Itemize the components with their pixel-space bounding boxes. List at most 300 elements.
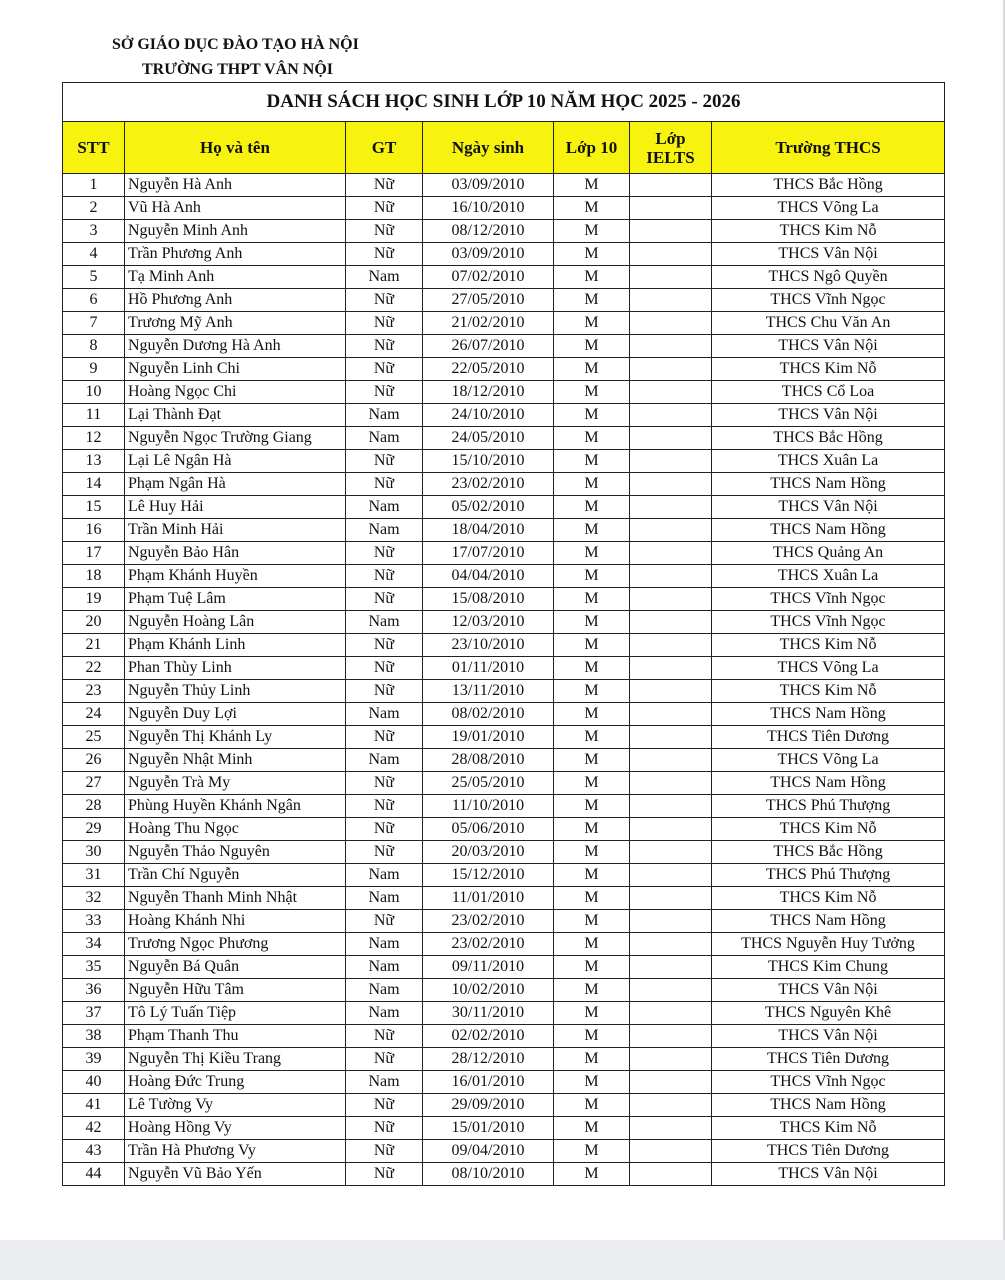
cell-ielts [630,427,712,450]
cell-school: THCS Nam Hồng [712,703,945,726]
cell-dob: 28/12/2010 [423,1048,554,1071]
cell-dob: 02/02/2010 [423,1025,554,1048]
cell-gender: Nam [346,1002,423,1025]
document-title: DANH SÁCH HỌC SINH LỚP 10 NĂM HỌC 2025 - 2026 [63,83,945,122]
cell-gender: Nữ [346,174,423,197]
cell-ielts [630,726,712,749]
table-row [63,1163,945,1186]
school-name: TRƯỜNG THPT VÂN NỘI [142,61,333,78]
cell-ielts [630,381,712,404]
cell-class10: M [554,795,630,818]
cell-stt: 32 [63,887,125,910]
cell-dob: 25/05/2010 [423,772,554,795]
cell-school: THCS Vân Nội [712,1163,945,1186]
cell-ielts [630,588,712,611]
cell-school: THCS Vĩnh Ngọc [712,1071,945,1094]
cell-stt: 31 [63,864,125,887]
cell-stt: 8 [63,335,125,358]
cell-stt: 16 [63,519,125,542]
cell-gender: Nữ [346,542,423,565]
cell-school: THCS Vân Nội [712,496,945,519]
cell-ielts [630,841,712,864]
cell-class10: M [554,197,630,220]
cell-dob: 03/09/2010 [423,243,554,266]
cell-name: Phạm Khánh Huyền [125,565,346,588]
cell-school: THCS Vĩnh Ngọc [712,611,945,634]
cell-stt: 2 [63,197,125,220]
cell-gender: Nam [346,703,423,726]
cell-class10: M [554,565,630,588]
cell-gender: Nữ [346,565,423,588]
cell-gender: Nữ [346,220,423,243]
cell-ielts [630,864,712,887]
cell-school: THCS Vân Nội [712,243,945,266]
cell-dob: 22/05/2010 [423,358,554,381]
cell-gender: Nữ [346,841,423,864]
cell-name: Phan Thùy Linh [125,657,346,680]
cell-name: Trần Chí Nguyễn [125,864,346,887]
cell-school: THCS Vân Nội [712,979,945,1002]
cell-stt: 26 [63,749,125,772]
cell-gender: Nam [346,864,423,887]
cell-stt: 34 [63,933,125,956]
cell-dob: 16/10/2010 [423,197,554,220]
cell-ielts [630,1163,712,1186]
cell-ielts [630,1025,712,1048]
cell-school: THCS Kim Nỗ [712,680,945,703]
table-row [63,381,945,404]
cell-dob: 03/09/2010 [423,174,554,197]
cell-ielts [630,979,712,1002]
cell-gender: Nam [346,266,423,289]
cell-gender: Nữ [346,657,423,680]
cell-stt: 23 [63,680,125,703]
cell-class10: M [554,335,630,358]
cell-class10: M [554,266,630,289]
cell-ielts [630,703,712,726]
cell-class10: M [554,358,630,381]
cell-dob: 19/01/2010 [423,726,554,749]
cell-school: THCS Bắc Hồng [712,427,945,450]
cell-stt: 14 [63,473,125,496]
table-row [63,358,945,381]
cell-gender: Nam [346,404,423,427]
cell-name: Phạm Thanh Thu [125,1025,346,1048]
cell-school: THCS Kim Nỗ [712,220,945,243]
cell-ielts [630,1117,712,1140]
cell-gender: Nữ [346,726,423,749]
cell-dob: 13/11/2010 [423,680,554,703]
cell-ielts [630,335,712,358]
cell-gender: Nữ [346,1140,423,1163]
cell-school: THCS Vân Nội [712,1025,945,1048]
cell-gender: Nam [346,1071,423,1094]
cell-dob: 08/02/2010 [423,703,554,726]
cell-stt: 9 [63,358,125,381]
table-row [63,841,945,864]
cell-gender: Nữ [346,1094,423,1117]
cell-school: THCS Nam Hồng [712,1094,945,1117]
cell-ielts [630,680,712,703]
cell-ielts [630,634,712,657]
table-row [63,864,945,887]
header-row [63,122,945,174]
cell-class10: M [554,1140,630,1163]
table-row [63,657,945,680]
cell-dob: 11/01/2010 [423,887,554,910]
cell-gender: Nam [346,611,423,634]
cell-class10: M [554,289,630,312]
cell-stt: 37 [63,1002,125,1025]
cell-gender: Nữ [346,243,423,266]
table-row [63,749,945,772]
department-name: SỞ GIÁO DỤC ĐÀO TẠO HÀ NỘI [112,36,359,53]
table-row [63,565,945,588]
cell-dob: 08/10/2010 [423,1163,554,1186]
cell-gender: Nam [346,887,423,910]
cell-ielts [630,542,712,565]
cell-class10: M [554,841,630,864]
table-row [63,1140,945,1163]
table-row [63,289,945,312]
cell-class10: M [554,1048,630,1071]
table-row [63,910,945,933]
cell-gender: Nữ [346,450,423,473]
cell-ielts [630,496,712,519]
cell-gender: Nữ [346,1048,423,1071]
cell-school: THCS Xuân La [712,450,945,473]
cell-name: Nguyễn Linh Chi [125,358,346,381]
cell-dob: 18/04/2010 [423,519,554,542]
cell-ielts [630,312,712,335]
cell-class10: M [554,864,630,887]
table-row [63,726,945,749]
cell-ielts [630,404,712,427]
cell-stt: 40 [63,1071,125,1094]
cell-school: THCS Nam Hồng [712,519,945,542]
cell-school: THCS Tiên Dương [712,1048,945,1071]
cell-dob: 09/04/2010 [423,1140,554,1163]
cell-class10: M [554,979,630,1002]
col-header-dob: Ngày sinh [423,122,554,174]
table-row [63,703,945,726]
cell-class10: M [554,496,630,519]
table-row [63,1002,945,1025]
cell-name: Nguyễn Thị Khánh Ly [125,726,346,749]
cell-school: THCS Nguyên Khê [712,1002,945,1025]
cell-stt: 42 [63,1117,125,1140]
cell-school: THCS Võng La [712,657,945,680]
table-row [63,450,945,473]
cell-gender: Nam [346,956,423,979]
table-row [63,220,945,243]
cell-school: THCS Ngô Quyền [712,266,945,289]
cell-ielts [630,243,712,266]
cell-name: Nguyễn Dương Hà Anh [125,335,346,358]
cell-school: THCS Vân Nội [712,404,945,427]
table-row [63,1117,945,1140]
cell-dob: 11/10/2010 [423,795,554,818]
table-row [63,243,945,266]
cell-school: THCS Kim Nỗ [712,358,945,381]
cell-stt: 27 [63,772,125,795]
cell-gender: Nam [346,496,423,519]
cell-school: THCS Phú Thượng [712,864,945,887]
cell-dob: 10/02/2010 [423,979,554,1002]
cell-name: Lại Lê Ngân Hà [125,450,346,473]
table-row [63,404,945,427]
cell-class10: M [554,542,630,565]
cell-class10: M [554,519,630,542]
cell-class10: M [554,887,630,910]
cell-name: Nguyễn Minh Anh [125,220,346,243]
table-row [63,1071,945,1094]
cell-name: Nguyễn Thị Kiều Trang [125,1048,346,1071]
cell-name: Trần Minh Hải [125,519,346,542]
cell-dob: 01/11/2010 [423,657,554,680]
cell-gender: Nữ [346,381,423,404]
cell-name: Hoàng Ngọc Chi [125,381,346,404]
cell-class10: M [554,450,630,473]
cell-school: THCS Cổ Loa [712,381,945,404]
cell-stt: 25 [63,726,125,749]
cell-ielts [630,657,712,680]
cell-name: Phạm Tuệ Lâm [125,588,346,611]
cell-school: THCS Kim Nỗ [712,887,945,910]
cell-ielts [630,956,712,979]
cell-school: THCS Bắc Hồng [712,174,945,197]
cell-dob: 08/12/2010 [423,220,554,243]
cell-gender: Nữ [346,772,423,795]
table-row [63,818,945,841]
cell-name: Hoàng Thu Ngọc [125,818,346,841]
cell-dob: 18/12/2010 [423,381,554,404]
table-row [63,266,945,289]
table-row [63,956,945,979]
cell-ielts [630,197,712,220]
cell-ielts [630,1140,712,1163]
cell-class10: M [554,933,630,956]
col-header-school: Trường THCS [712,122,945,174]
cell-ielts [630,220,712,243]
cell-name: Lại Thành Đạt [125,404,346,427]
cell-dob: 27/05/2010 [423,289,554,312]
cell-dob: 21/02/2010 [423,312,554,335]
cell-class10: M [554,910,630,933]
cell-class10: M [554,427,630,450]
cell-class10: M [554,703,630,726]
cell-gender: Nữ [346,1117,423,1140]
cell-class10: M [554,473,630,496]
cell-name: Nguyễn Thủy Linh [125,680,346,703]
cell-dob: 09/11/2010 [423,956,554,979]
cell-school: THCS Vân Nội [712,335,945,358]
cell-gender: Nữ [346,795,423,818]
cell-stt: 17 [63,542,125,565]
cell-dob: 12/03/2010 [423,611,554,634]
cell-ielts [630,910,712,933]
cell-name: Trần Hà Phương Vy [125,1140,346,1163]
cell-stt: 44 [63,1163,125,1186]
cell-name: Nguyễn Vũ Bảo Yến [125,1163,346,1186]
cell-name: Nguyễn Thanh Minh Nhật [125,887,346,910]
cell-ielts [630,473,712,496]
col-header-ielts: Lớp IELTS [630,122,712,174]
cell-dob: 28/08/2010 [423,749,554,772]
cell-school: THCS Nam Hồng [712,772,945,795]
cell-gender: Nữ [346,289,423,312]
cell-class10: M [554,611,630,634]
cell-stt: 19 [63,588,125,611]
cell-gender: Nữ [346,588,423,611]
table-row [63,427,945,450]
cell-class10: M [554,772,630,795]
cell-ielts [630,1071,712,1094]
cell-dob: 15/01/2010 [423,1117,554,1140]
cell-school: THCS Kim Nỗ [712,818,945,841]
cell-stt: 3 [63,220,125,243]
cell-class10: M [554,404,630,427]
cell-stt: 43 [63,1140,125,1163]
cell-class10: M [554,381,630,404]
cell-name: Phùng Huyền Khánh Ngân [125,795,346,818]
student-list-table [62,82,945,1186]
cell-dob: 26/07/2010 [423,335,554,358]
table-row [63,335,945,358]
cell-stt: 7 [63,312,125,335]
cell-name: Phạm Khánh Linh [125,634,346,657]
cell-gender: Nữ [346,910,423,933]
cell-name: Nguyễn Trà My [125,772,346,795]
cell-school: THCS Võng La [712,749,945,772]
cell-class10: M [554,243,630,266]
cell-name: Trần Phương Anh [125,243,346,266]
cell-gender: Nam [346,933,423,956]
cell-name: Lê Tường Vy [125,1094,346,1117]
cell-school: THCS Phú Thượng [712,795,945,818]
cell-name: Nguyễn Hà Anh [125,174,346,197]
cell-school: THCS Vĩnh Ngọc [712,289,945,312]
cell-ielts [630,1094,712,1117]
cell-class10: M [554,634,630,657]
table-row [63,197,945,220]
cell-stt: 30 [63,841,125,864]
cell-school: THCS Nguyễn Huy Tưởng [712,933,945,956]
cell-dob: 07/02/2010 [423,266,554,289]
cell-name: Nguyễn Bảo Hân [125,542,346,565]
cell-stt: 29 [63,818,125,841]
cell-class10: M [554,1117,630,1140]
cell-gender: Nữ [346,335,423,358]
cell-school: THCS Kim Nỗ [712,634,945,657]
cell-name: Nguyễn Nhật Minh [125,749,346,772]
cell-gender: Nữ [346,312,423,335]
cell-ielts [630,772,712,795]
cell-stt: 15 [63,496,125,519]
cell-school: THCS Kim Chung [712,956,945,979]
cell-gender: Nữ [346,818,423,841]
cell-dob: 15/08/2010 [423,588,554,611]
cell-ielts [630,519,712,542]
cell-stt: 4 [63,243,125,266]
cell-stt: 41 [63,1094,125,1117]
title-row [63,83,945,122]
table-row [63,887,945,910]
cell-class10: M [554,1071,630,1094]
cell-class10: M [554,220,630,243]
cell-class10: M [554,1163,630,1186]
table-row [63,680,945,703]
cell-stt: 10 [63,381,125,404]
cell-dob: 30/11/2010 [423,1002,554,1025]
cell-dob: 15/10/2010 [423,450,554,473]
table-row [63,174,945,197]
cell-name: Tạ Minh Anh [125,266,346,289]
table-row [63,496,945,519]
cell-name: Hồ Phương Anh [125,289,346,312]
cell-dob: 24/05/2010 [423,427,554,450]
cell-dob: 04/04/2010 [423,565,554,588]
cell-class10: M [554,1002,630,1025]
cell-stt: 13 [63,450,125,473]
cell-name: Trương Mỹ Anh [125,312,346,335]
cell-ielts [630,749,712,772]
cell-class10: M [554,680,630,703]
cell-class10: M [554,588,630,611]
cell-gender: Nam [346,519,423,542]
cell-name: Nguyễn Ngọc Trường Giang [125,427,346,450]
cell-school: THCS Bắc Hồng [712,841,945,864]
cell-gender: Nữ [346,358,423,381]
cell-school: THCS Chu Văn An [712,312,945,335]
cell-ielts [630,887,712,910]
cell-name: Lê Huy Hải [125,496,346,519]
cell-name: Hoàng Hồng Vy [125,1117,346,1140]
cell-stt: 20 [63,611,125,634]
cell-ielts [630,266,712,289]
cell-class10: M [554,312,630,335]
cell-ielts [630,174,712,197]
cell-stt: 35 [63,956,125,979]
cell-name: Vũ Hà Anh [125,197,346,220]
cell-stt: 1 [63,174,125,197]
cell-dob: 23/02/2010 [423,473,554,496]
cell-class10: M [554,726,630,749]
table-row [63,312,945,335]
table-row [63,611,945,634]
cell-stt: 21 [63,634,125,657]
cell-school: THCS Quảng An [712,542,945,565]
cell-name: Nguyễn Hữu Tâm [125,979,346,1002]
cell-gender: Nữ [346,197,423,220]
cell-class10: M [554,174,630,197]
cell-stt: 38 [63,1025,125,1048]
cell-class10: M [554,657,630,680]
table-row [63,979,945,1002]
table-row [63,588,945,611]
cell-gender: Nữ [346,680,423,703]
cell-stt: 22 [63,657,125,680]
cell-stt: 6 [63,289,125,312]
cell-name: Nguyễn Hoàng Lân [125,611,346,634]
cell-school: THCS Nam Hồng [712,910,945,933]
cell-stt: 11 [63,404,125,427]
cell-dob: 29/09/2010 [423,1094,554,1117]
table-row [63,795,945,818]
cell-school: THCS Tiên Dương [712,726,945,749]
table-row [63,519,945,542]
table-row [63,1025,945,1048]
